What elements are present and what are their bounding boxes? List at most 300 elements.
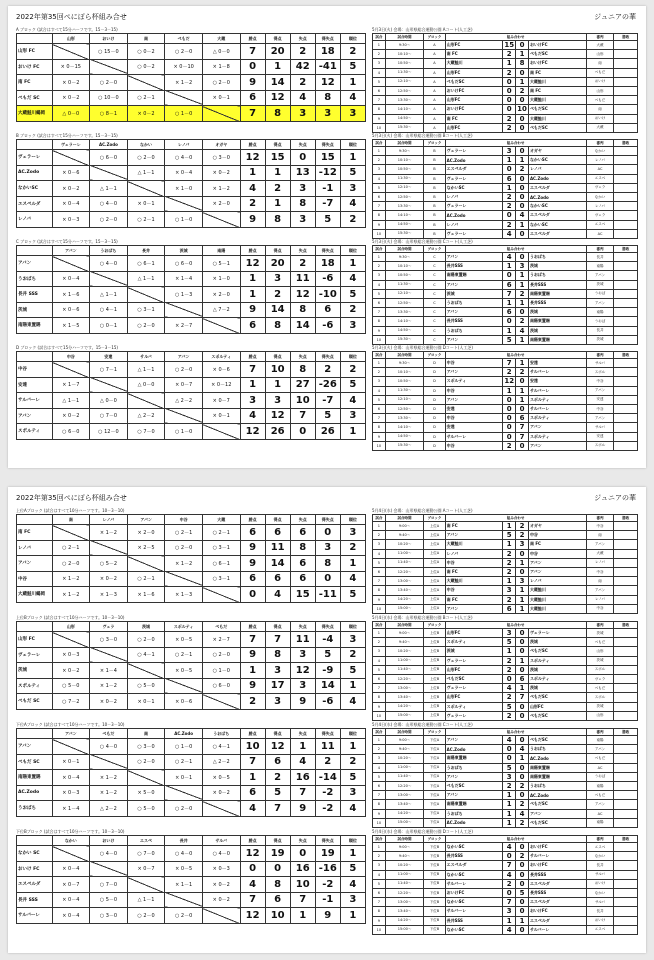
- league-b-table: [16, 139, 366, 228]
- league-caption: D ブロック (試合はすべて15分ハーフです。15－3－15): [16, 345, 118, 350]
- stat-cell: 8: [290, 540, 315, 556]
- away-team: なかいSC: [528, 202, 586, 211]
- result-cell: [614, 595, 638, 604]
- home-team: サルバーレ: [445, 879, 503, 888]
- column-header: [17, 729, 53, 739]
- stat-cell: 8: [265, 212, 290, 228]
- result-cell: [614, 586, 638, 595]
- result-cell: [614, 156, 638, 165]
- stat-cell: 1: [340, 424, 365, 440]
- diagonal-cell: [52, 44, 90, 60]
- league-lower-b-section: [16, 828, 366, 924]
- column-header: 勝点: [240, 729, 265, 739]
- team-name: 南 FC: [17, 525, 53, 541]
- match-result: ○ 3－0: [202, 150, 240, 166]
- league-d-table: [16, 351, 366, 440]
- home-score: 0: [503, 317, 516, 326]
- schedule-lower-b-table: [372, 835, 638, 935]
- column-header: 組み合わせ: [445, 622, 586, 629]
- schedule-upper-b-section: [372, 614, 638, 721]
- match-number: 4: [373, 549, 386, 558]
- match-result: × 2－7: [165, 318, 203, 334]
- stat-cell: 1: [340, 256, 365, 272]
- stat-cell: 20: [265, 256, 290, 272]
- match-time: 9:40〜: [385, 852, 423, 861]
- stat-cell: 11: [290, 632, 315, 648]
- home-team: AC.Zodo: [445, 156, 503, 165]
- team-name: 長井 SSS: [17, 287, 53, 303]
- home-score: 3: [503, 586, 516, 595]
- match-time: 13:00〜: [385, 791, 423, 800]
- match-result: ○ 1－0: [165, 212, 203, 228]
- home-score: 0: [503, 395, 516, 404]
- league-c-section: [16, 238, 366, 334]
- column-header: 勝敗: [614, 622, 638, 629]
- match-result: × 0－4: [52, 271, 90, 287]
- home-team: うおばち: [445, 298, 503, 307]
- match-row: [373, 59, 638, 68]
- standings-row: [17, 90, 366, 106]
- stat-cell: 1: [340, 739, 365, 755]
- match-result: ○ 7－1: [90, 362, 128, 378]
- standings-row: [17, 647, 366, 663]
- match-block: 上位A: [424, 577, 445, 586]
- away-team: アバン: [528, 441, 586, 450]
- match-result: △ 7－2: [202, 302, 240, 318]
- away-score: 0: [516, 870, 529, 879]
- away-team: 南 FC: [528, 86, 586, 95]
- header-row: [17, 622, 366, 632]
- match-row: [373, 414, 638, 423]
- column-header: 勝点: [240, 515, 265, 525]
- match-result: ○ 4－0: [90, 846, 128, 862]
- stat-cell: 3: [340, 785, 365, 801]
- away-team: エスペルダ: [528, 183, 586, 192]
- stat-cell: 3: [340, 892, 365, 908]
- away-score: 0: [516, 925, 529, 934]
- column-header: 失点: [290, 140, 315, 150]
- match-time: 15:30〜: [385, 229, 423, 238]
- result-cell: [614, 665, 638, 674]
- league-upper-a-table: [16, 514, 366, 603]
- stat-cell: 9: [290, 801, 315, 817]
- result-cell: [614, 50, 638, 59]
- match-result: ○ 8－1: [90, 106, 128, 122]
- referee: AC: [586, 229, 614, 238]
- home-team: ヴェラーレ: [445, 174, 503, 183]
- match-time: 9:00〜: [385, 629, 423, 638]
- away-team: エスペルダ: [528, 211, 586, 220]
- referee: アバン: [586, 800, 614, 809]
- home-score: 6: [503, 174, 516, 183]
- referee: 安達: [586, 395, 614, 404]
- match-time: 10:10〜: [385, 368, 423, 377]
- stat-cell: 3: [340, 525, 365, 541]
- match-result: △ 0－0: [90, 393, 128, 409]
- away-score: 0: [516, 702, 529, 711]
- stat-cell: 0: [240, 587, 265, 603]
- match-result: × 1－2: [165, 75, 203, 91]
- match-result: × 1－2: [90, 525, 128, 541]
- away-score: 7: [516, 432, 529, 441]
- match-result: × 1－5: [52, 318, 90, 334]
- column-header: 得点: [265, 836, 290, 846]
- result-cell: [614, 386, 638, 395]
- home-team: 安達: [445, 404, 503, 413]
- league-lower-a-table: [16, 728, 366, 817]
- referee: 茨城: [586, 702, 614, 711]
- column-header: ヴェラ: [90, 622, 128, 632]
- stat-cell: 5: [315, 212, 340, 228]
- result-cell: [614, 123, 638, 132]
- standings-row: [17, 587, 366, 603]
- stat-cell: 2: [290, 75, 315, 91]
- referee: うおば: [586, 772, 614, 781]
- league-upper-b-section: [16, 614, 366, 710]
- column-header: 試合: [373, 34, 386, 41]
- match-result: × 1－4: [90, 663, 128, 679]
- match-row: [373, 289, 638, 298]
- match-number: 2: [373, 531, 386, 540]
- match-row: [373, 809, 638, 818]
- home-score: 2: [503, 220, 516, 229]
- match-time: 14:20〜: [385, 916, 423, 925]
- stat-cell: 10: [265, 362, 290, 378]
- match-block: 下位A: [424, 791, 445, 800]
- stat-cell: 3: [265, 694, 290, 710]
- home-team: アバン: [445, 736, 503, 745]
- match-result: ○ 2－0: [165, 44, 203, 60]
- match-time: 11:40〜: [385, 772, 423, 781]
- stat-cell: 12: [240, 908, 265, 924]
- match-result: △ 1－1: [90, 181, 128, 197]
- stat-cell: 4: [340, 393, 365, 409]
- match-time: 12:50〜: [385, 86, 423, 95]
- match-result: × 0－6: [52, 302, 90, 318]
- standings-row: [17, 150, 366, 166]
- home-score: 1: [503, 326, 516, 335]
- home-team: アバン: [445, 253, 503, 262]
- away-score: 2: [516, 852, 529, 861]
- diagonal-cell: [90, 647, 128, 663]
- away-team: 茨城: [528, 665, 586, 674]
- stat-cell: 5: [315, 647, 340, 663]
- match-result: ○ 2－0: [127, 318, 165, 334]
- stat-cell: 12: [265, 90, 290, 106]
- match-row: [373, 665, 638, 674]
- stat-cell: 9: [240, 678, 265, 694]
- referee: ぺもだ: [586, 791, 614, 800]
- match-number: 9: [373, 916, 386, 925]
- match-result: × 0－5: [165, 663, 203, 679]
- stat-cell: 1: [340, 556, 365, 572]
- team-name: スポルティ: [17, 424, 53, 440]
- home-team: ヴェラーレ: [445, 147, 503, 156]
- match-block: B: [424, 211, 445, 220]
- column-header: 得失点: [315, 352, 340, 362]
- home-score: 0: [503, 888, 516, 897]
- stat-cell: 1: [265, 196, 290, 212]
- referee: アバン: [586, 414, 614, 423]
- league-caption: 上位Aブロック (試合はすべて10分ハーフです。10－3－10): [16, 508, 125, 513]
- away-score: 6: [516, 414, 529, 423]
- home-score: 2: [503, 656, 516, 665]
- diagonal-cell: [127, 75, 165, 91]
- home-team: 南陽東置賜: [445, 800, 503, 809]
- result-cell: [614, 105, 638, 114]
- match-number: 1: [373, 843, 386, 852]
- match-time: 14:50〜: [385, 326, 423, 335]
- stat-cell: 3: [340, 408, 365, 424]
- column-header: 試合: [373, 729, 386, 736]
- away-score: 2: [516, 289, 529, 298]
- column-header: ブロック: [424, 246, 445, 253]
- match-result: ○ 0－1: [90, 318, 128, 334]
- match-result: ○ 7－0: [127, 846, 165, 862]
- home-score: 4: [503, 870, 516, 879]
- match-block: C: [424, 253, 445, 262]
- match-block: 上位B: [424, 711, 445, 720]
- brand-label: ジュニアの華: [594, 494, 636, 502]
- match-time: 12:50〜: [385, 298, 423, 307]
- away-score: 0: [516, 879, 529, 888]
- away-score: 2: [516, 818, 529, 827]
- match-time: 13:40〜: [385, 693, 423, 702]
- stat-cell: 7: [240, 632, 265, 648]
- match-result: ○ 2－1: [127, 212, 165, 228]
- team-name: アバン: [17, 256, 53, 272]
- match-block: 下位A: [424, 809, 445, 818]
- header-row: [373, 836, 638, 843]
- column-header: 中谷: [52, 352, 90, 362]
- team-name: 茨城: [17, 663, 53, 679]
- away-score: 0: [516, 843, 529, 852]
- match-time: 15:00〜: [385, 604, 423, 613]
- result-cell: [614, 253, 638, 262]
- referee: 大蔵: [586, 41, 614, 50]
- match-result: × 1－2: [202, 181, 240, 197]
- referee: AC: [586, 165, 614, 174]
- match-result: × 0－4: [165, 165, 203, 181]
- schedule-b-table: [372, 139, 638, 239]
- match-time: 12:20〜: [385, 674, 423, 683]
- referee: 中谷: [586, 377, 614, 386]
- match-result: ○ 1－3: [165, 287, 203, 303]
- column-header: アバン: [52, 246, 90, 256]
- result-cell: [614, 656, 638, 665]
- away-team: 山形FC: [528, 702, 586, 711]
- home-team: エスペルダ: [445, 165, 503, 174]
- team-name: スポルティ: [17, 678, 53, 694]
- match-number: 1: [373, 629, 386, 638]
- match-row: [373, 711, 638, 720]
- match-number: 10: [373, 818, 386, 827]
- home-team: 中谷: [445, 359, 503, 368]
- result-cell: [614, 174, 638, 183]
- away-team: 長井SSS: [528, 870, 586, 879]
- stat-cell: 9: [290, 694, 315, 710]
- column-header: ブロック: [424, 515, 445, 522]
- match-result: × 1－8: [202, 59, 240, 75]
- match-block: 上位A: [424, 549, 445, 558]
- match-number: 2: [373, 745, 386, 754]
- match-block: 上位B: [424, 674, 445, 683]
- away-team: アバン: [528, 558, 586, 567]
- stat-cell: 11: [315, 739, 340, 755]
- match-result: × 0－1: [127, 196, 165, 212]
- column-header: 山形: [52, 622, 90, 632]
- referee: ヴェラ: [586, 674, 614, 683]
- match-result: × 0－4: [52, 861, 90, 877]
- match-time: 11:40〜: [385, 558, 423, 567]
- home-score: 0: [503, 423, 516, 432]
- match-time: 9:30〜: [385, 253, 423, 262]
- away-score: 3: [516, 540, 529, 549]
- match-result: ○ 5－2: [90, 556, 128, 572]
- column-header: 勝点: [240, 352, 265, 362]
- match-time: 15:00〜: [385, 711, 423, 720]
- away-team: うおばち: [528, 271, 586, 280]
- result-cell: [614, 77, 638, 86]
- stat-cell: 12: [240, 256, 265, 272]
- home-team: ヴェラーレ: [445, 229, 503, 238]
- home-score: 5: [503, 638, 516, 647]
- referee: AC: [586, 809, 614, 818]
- league-caption: 下位Bブロック (試合はすべて10分ハーフです。10－3－10): [16, 829, 125, 834]
- match-time: 13:30〜: [385, 96, 423, 105]
- match-row: [373, 123, 638, 132]
- match-number: 8: [373, 907, 386, 916]
- match-time: 13:30〜: [385, 414, 423, 423]
- referee: 大蔵: [586, 549, 614, 558]
- stat-cell: 12: [265, 408, 290, 424]
- home-score: 12: [504, 377, 515, 386]
- home-score: 2: [503, 123, 516, 132]
- column-header: ブロック: [424, 140, 445, 147]
- match-result: ○ 2－0: [202, 75, 240, 91]
- referee: 大蔵: [586, 123, 614, 132]
- column-header: 勝敗: [614, 34, 638, 41]
- stat-cell: 7: [290, 892, 315, 908]
- team-name: 中谷: [17, 571, 53, 587]
- team-name: アバン: [17, 556, 53, 572]
- match-result: ○ 2－0: [127, 632, 165, 648]
- match-result: ○ 2－0: [90, 75, 128, 91]
- referee: 茨城: [586, 656, 614, 665]
- diagonal-cell: [127, 877, 165, 893]
- stat-cell: 3: [340, 181, 365, 197]
- match-time: 11:30〜: [385, 68, 423, 77]
- diagonal-cell: [90, 59, 128, 75]
- column-header: レノバ: [90, 515, 128, 525]
- match-result: × 0－2: [52, 90, 90, 106]
- column-header: オガヤ: [202, 140, 240, 150]
- match-time: 10:20〜: [385, 647, 423, 656]
- match-time: 14:20〜: [385, 809, 423, 818]
- away-team: 安達: [528, 377, 586, 386]
- match-time: 10:20〜: [385, 861, 423, 870]
- stat-cell: 2: [265, 181, 290, 197]
- match-result: ○ 3－1: [202, 540, 240, 556]
- match-result: × 2－0: [127, 525, 165, 541]
- standings-row: [17, 739, 366, 755]
- home-score: 1: [503, 298, 516, 307]
- match-row: [373, 656, 638, 665]
- match-row: [373, 818, 638, 827]
- result-cell: [614, 326, 638, 335]
- match-result: ○ 1－0: [202, 663, 240, 679]
- stat-cell: 4: [340, 877, 365, 893]
- home-score: 5: [503, 335, 516, 344]
- match-result: △ 1－1: [90, 287, 128, 303]
- stat-cell: 11: [290, 271, 315, 287]
- match-result: × 0－15: [52, 59, 90, 75]
- column-header: 安達: [90, 352, 128, 362]
- referee: ヴェラ: [586, 211, 614, 220]
- schedule-lower-a-section: [372, 721, 638, 828]
- away-team: AC.Zodo: [528, 192, 586, 201]
- match-row: [373, 395, 638, 404]
- match-result: ○ 2－0: [127, 754, 165, 770]
- column-header: 南陽: [202, 246, 240, 256]
- home-team: スポルティ: [445, 377, 503, 386]
- result-cell: [614, 888, 638, 897]
- match-number: 6: [373, 567, 386, 576]
- column-header: 順位: [340, 729, 365, 739]
- match-row: [373, 211, 638, 220]
- match-number: 3: [373, 377, 386, 386]
- match-row: [373, 96, 638, 105]
- match-row: [373, 754, 638, 763]
- match-number: 7: [373, 577, 386, 586]
- column-header: 勝敗: [614, 246, 638, 253]
- match-block: A: [424, 86, 445, 95]
- team-name: おいけ FC: [17, 59, 53, 75]
- match-time: 11:40〜: [385, 665, 423, 674]
- home-team: 長井SSS: [445, 262, 503, 271]
- team-name: 中谷: [17, 362, 53, 378]
- match-block: 下位B: [424, 843, 445, 852]
- home-team: サルバーレ: [445, 432, 503, 441]
- match-number: 10: [373, 335, 386, 344]
- match-time: 12:10〜: [385, 183, 423, 192]
- match-row: [373, 298, 638, 307]
- away-score: 0: [516, 192, 529, 201]
- match-block: 下位A: [424, 763, 445, 772]
- column-header: 勝敗: [614, 140, 638, 147]
- referee: 中谷: [586, 567, 614, 576]
- column-header: 得失点: [315, 729, 340, 739]
- column-header: なかい: [127, 140, 165, 150]
- stat-cell: 4: [340, 801, 365, 817]
- away-team: 茨城: [528, 638, 586, 647]
- match-time: 14:20〜: [385, 702, 423, 711]
- match-time: 13:00〜: [385, 898, 423, 907]
- match-row: [373, 271, 638, 280]
- referee: ヴェラ: [586, 183, 614, 192]
- stat-cell: 4: [340, 694, 365, 710]
- referee: AC: [586, 763, 614, 772]
- referee: アバン: [586, 586, 614, 595]
- home-score: 2: [503, 368, 516, 377]
- stat-cell: 0: [290, 150, 315, 166]
- standings-row: [17, 318, 366, 334]
- match-time: 13:40〜: [385, 800, 423, 809]
- stat-cell: -2: [315, 877, 340, 893]
- away-score: 1: [516, 50, 529, 59]
- result-cell: [614, 711, 638, 720]
- stat-cell: 1: [290, 739, 315, 755]
